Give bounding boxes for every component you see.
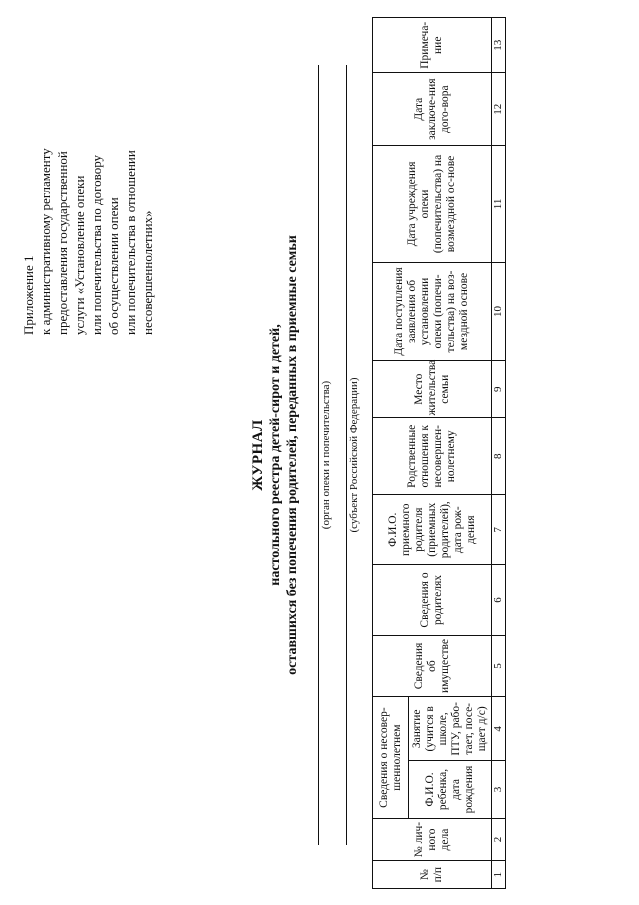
appendix-block — [20, 15, 156, 335]
appendix-line: к административному регламенту — [38, 148, 53, 335]
header-group-cell: Сведения о несовер-шеннолетнем — [373, 697, 409, 818]
header-cell: Дата учреждения опеки (попечительства) на возмездной ос-нове — [373, 145, 492, 262]
organ-caption: (орган опеки и попечительства) — [320, 380, 332, 530]
header-cell: № п/п — [373, 861, 492, 889]
header-cell: № лич-ного дела — [373, 818, 492, 861]
title-main: ЖУРНАЛ — [250, 419, 266, 491]
appendix-line: предоставления государственной — [55, 151, 70, 335]
column-number: 7 — [492, 495, 506, 565]
appendix-line: услуги «Установление опеки — [72, 175, 87, 335]
header-cell: Примеча-ние — [373, 18, 492, 74]
header-cell: Дата заключе-ния дого-вора — [373, 73, 492, 145]
header-cell: Родственные отношения к несовершен-нолетнему — [373, 418, 492, 495]
appendix-line: Приложение 1 — [21, 255, 36, 335]
header-cell: Сведения об имуществе — [373, 635, 492, 697]
document-title — [250, 65, 301, 845]
appendix-line: или попечительства в отношении — [123, 150, 138, 335]
column-number: 9 — [492, 360, 506, 417]
subject-underline — [346, 65, 347, 845]
appendix-line: об осуществлении опеки — [106, 197, 121, 335]
table-header-row — [373, 18, 409, 889]
column-number: 12 — [492, 73, 506, 145]
appendix-line: или попечительства по договору — [89, 154, 104, 335]
column-number: 6 — [492, 565, 506, 635]
header-cell: Дата поступления заявления об установлении опеки (попечи-тельства) на воз-мездной основе — [373, 263, 492, 361]
column-number: 4 — [492, 697, 506, 761]
header-cell: Место жительства семьи — [373, 360, 492, 417]
column-number: 5 — [492, 635, 506, 697]
journal-table — [372, 17, 506, 889]
column-number: 3 — [492, 761, 506, 818]
column-number: 13 — [492, 18, 506, 74]
header-cell: Занятие (учится в школе, ПТУ, рабо-тает, посе-щает д/с) — [409, 697, 492, 761]
column-number: 10 — [492, 263, 506, 361]
title-line-2: настольного реестра детей-сирот и детей, — [268, 324, 283, 586]
header-cell: Ф.И.О. ребенка, дата рождения — [409, 761, 492, 818]
column-number: 2 — [492, 818, 506, 861]
title-line-3: оставшихся без попечения родителей, переданных в приемные семьи — [285, 235, 300, 675]
column-number: 1 — [492, 861, 506, 889]
appendix-line: несовершеннолетних» — [140, 210, 155, 335]
organ-underline — [318, 65, 319, 845]
header-cell: Сведения о родителях — [373, 565, 492, 635]
header-cell: Ф.И.О. приемного родителя (приемных родителей), дата рож-дения — [373, 495, 492, 565]
column-number: 8 — [492, 418, 506, 495]
table-number-row — [492, 18, 506, 889]
column-number: 11 — [492, 145, 506, 262]
subject-caption: (субъект Российской Федерации) — [348, 377, 360, 533]
